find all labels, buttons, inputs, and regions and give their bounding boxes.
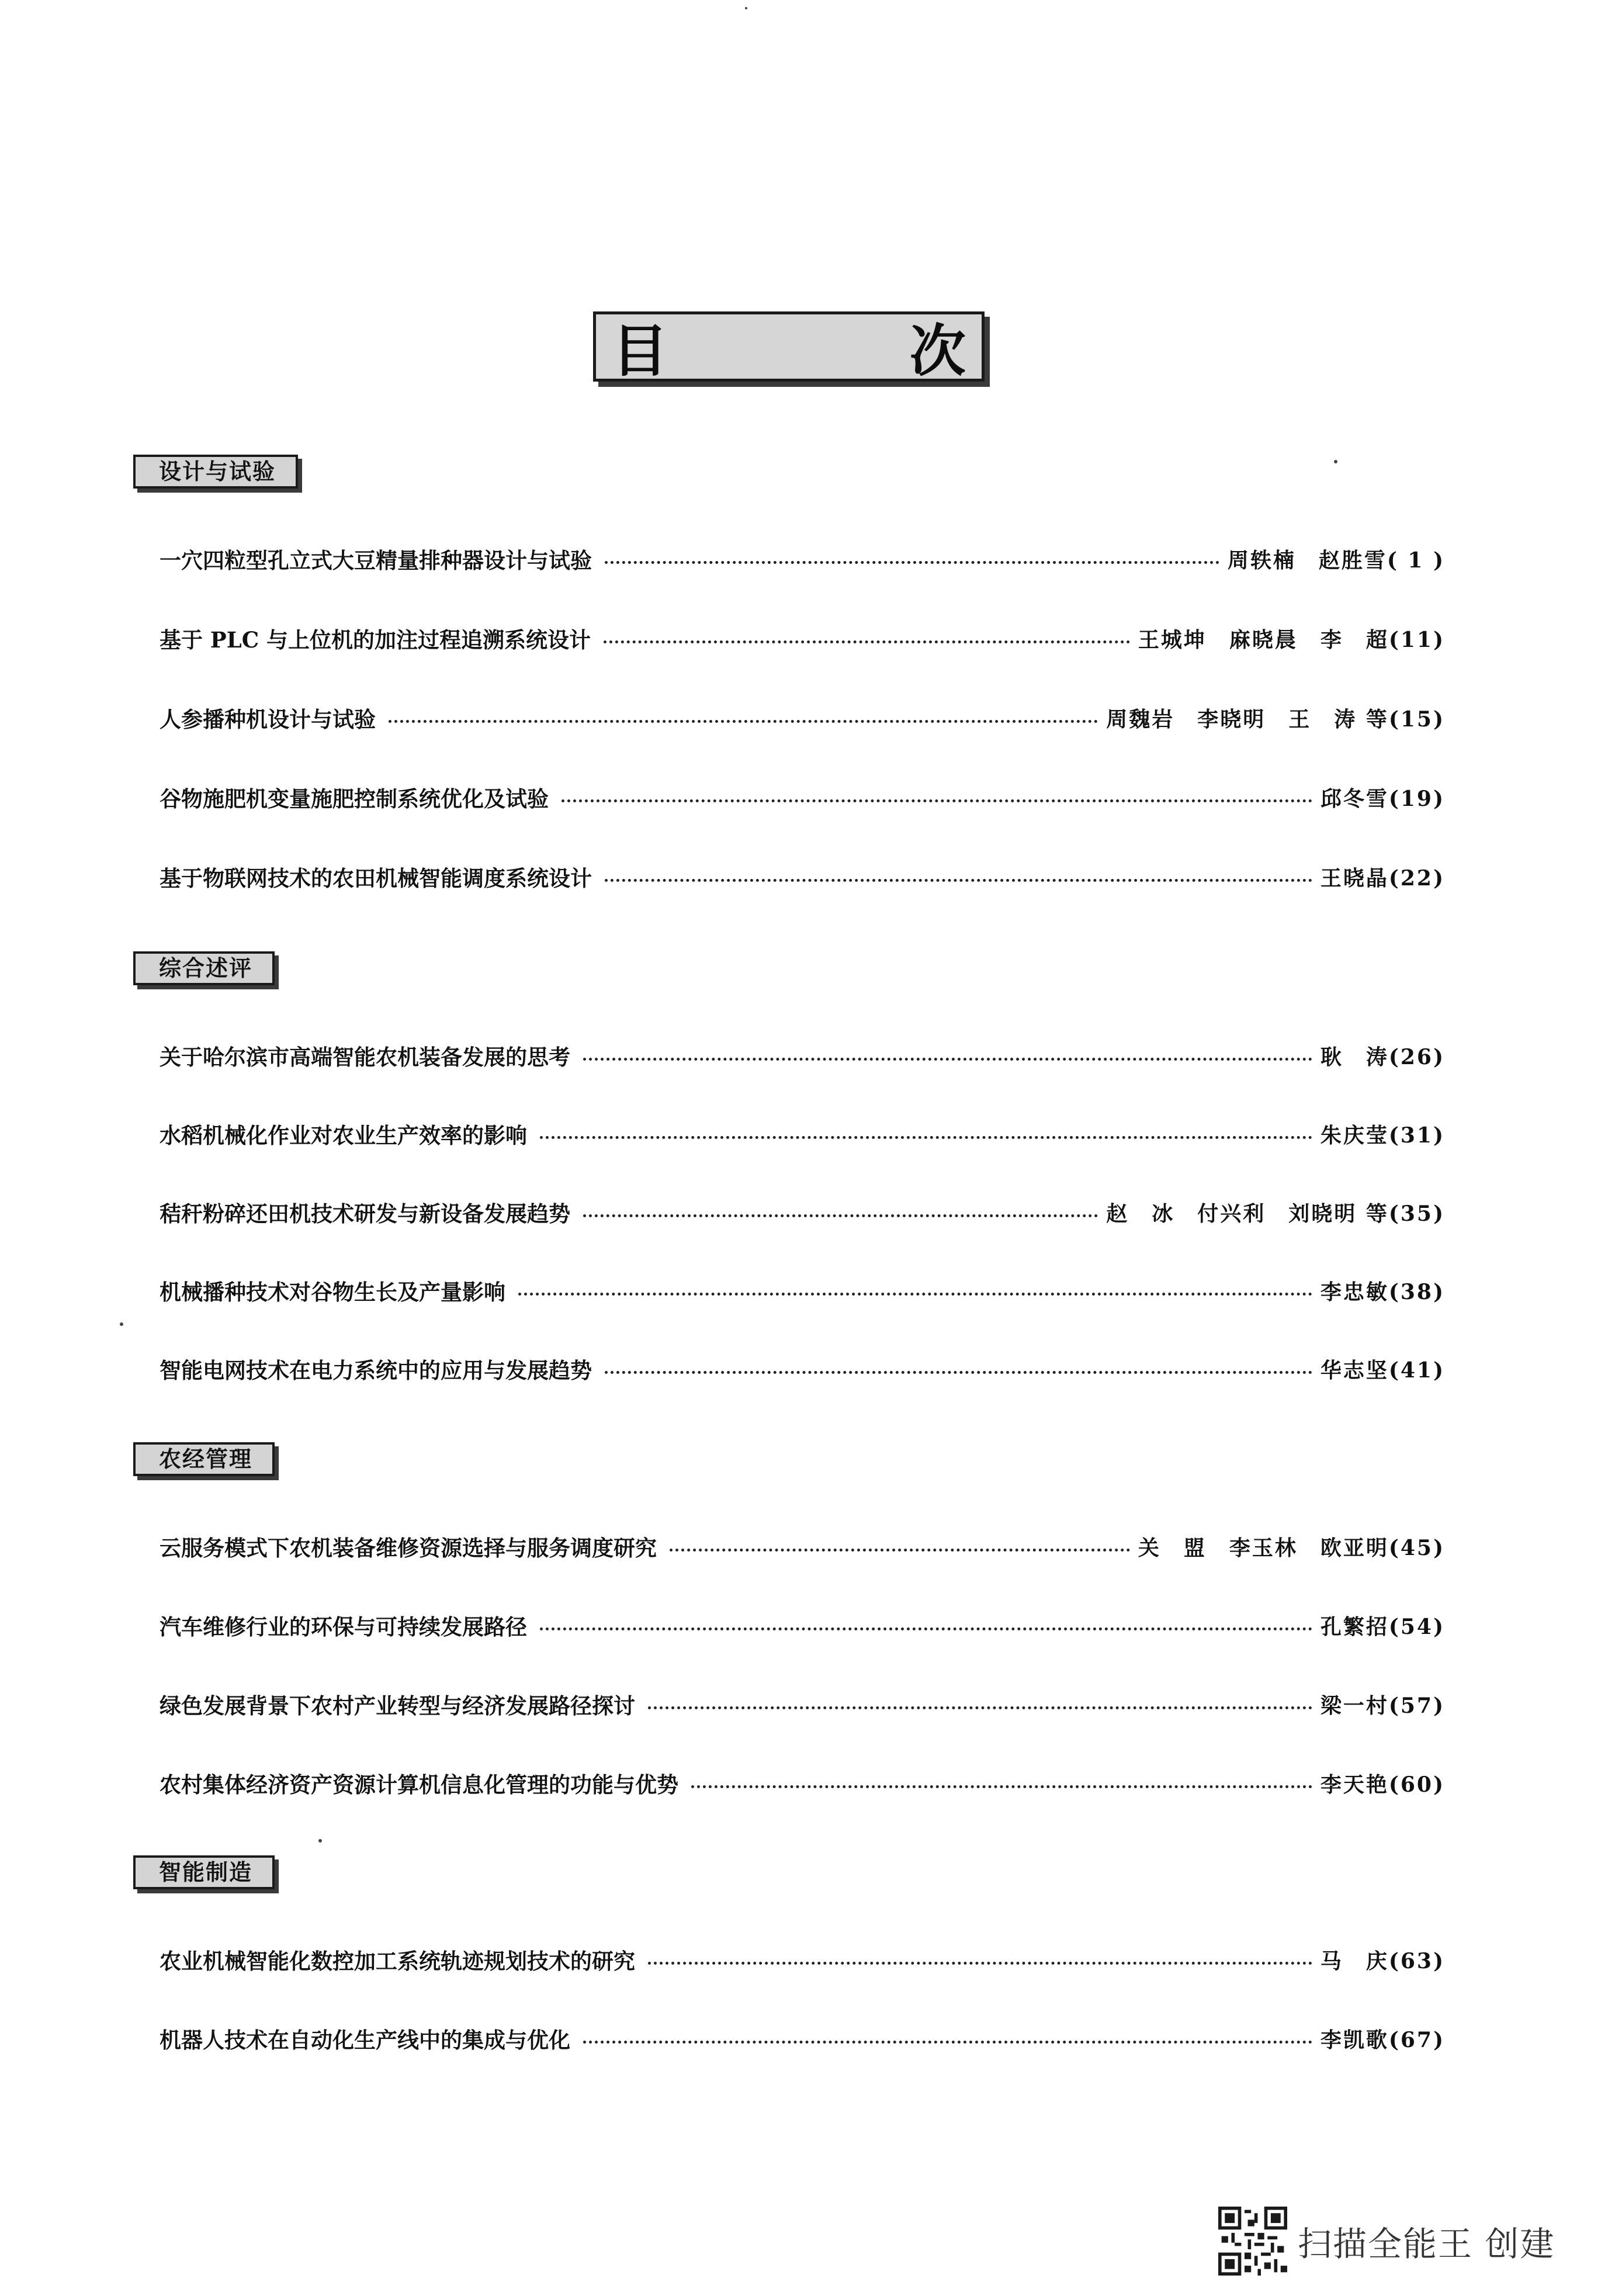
qr-code-icon <box>1218 2207 1287 2276</box>
toc-entry[interactable] <box>160 1686 1445 1722</box>
dot-leader <box>583 1058 1312 1061</box>
entry-authors: 赵 冰 付兴利 刘晓明 等(35) <box>1106 1201 1445 1226</box>
entry-title: 秸秆粉碎还田机技术研发与新设备发展趋势 <box>160 1201 570 1227</box>
entry-authors: 朱庆莹(31) <box>1320 1123 1445 1148</box>
dot-leader <box>605 561 1219 564</box>
entry-title: 机械播种技术对谷物生长及产量影响 <box>160 1279 505 1305</box>
watermark-text: 扫描全能王 创建 <box>1298 2224 1555 2264</box>
entry-authors: 周魏岩 李晓明 王 涛 等(15) <box>1106 707 1445 732</box>
toc-entry[interactable] <box>160 1038 1445 1073</box>
entry-authors: 马 庆(63) <box>1320 1948 1445 1973</box>
entry-authors: 李天艳(60) <box>1320 1772 1445 1797</box>
dot-leader <box>670 1549 1130 1552</box>
entry-authors: 梁一村(57) <box>1320 1693 1445 1718</box>
dot-leader <box>583 1214 1098 1217</box>
dot-leader <box>540 1136 1312 1139</box>
entry-authors: 李凯歌(67) <box>1320 2027 1445 2052</box>
toc-entry[interactable] <box>160 1608 1445 1643</box>
toc-entry[interactable] <box>160 1942 1445 1977</box>
scanner-watermark <box>1218 2206 1555 2276</box>
entry-title: 智能电网技术在电力系统中的应用与发展趋势 <box>160 1357 592 1383</box>
dot-leader <box>605 1371 1312 1374</box>
toc-entry[interactable] <box>160 541 1445 576</box>
dot-leader <box>648 1706 1312 1709</box>
section-management <box>133 1442 1477 1798</box>
section-heading: 智能制造 <box>133 1855 275 1889</box>
section-heading: 设计与试验 <box>133 455 298 489</box>
entry-authors: 李忠敏(38) <box>1320 1279 1445 1304</box>
dot-leader <box>604 640 1130 643</box>
section-review <box>133 951 1477 1383</box>
entry-title: 人参播种机设计与试验 <box>160 707 376 732</box>
entry-authors: 孔繁招(54) <box>1320 1614 1445 1639</box>
dot-leader <box>691 1785 1312 1788</box>
toc-entry[interactable] <box>160 1351 1445 1386</box>
toc-entry[interactable] <box>160 780 1445 815</box>
entry-title: 基于 PLC 与上位机的加注过程追溯系统设计 <box>160 627 591 653</box>
entry-authors: 耿 涛(26) <box>1320 1044 1445 1069</box>
entry-title: 云服务模式下农机装备维修资源选择与服务调度研究 <box>160 1535 657 1561</box>
scan-speck <box>120 1322 123 1326</box>
entry-title: 一穴四粒型孔立式大豆精量排种器设计与试验 <box>160 548 592 573</box>
dot-leader <box>518 1293 1312 1296</box>
entry-title: 农村集体经济资产资源计算机信息化管理的功能与优势 <box>160 1772 678 1798</box>
toc-title-box <box>593 311 1077 384</box>
toc-entry[interactable] <box>160 1273 1445 1308</box>
entry-title: 机器人技术在自动化生产线中的集成与优化 <box>160 2027 570 2053</box>
entry-title: 汽车维修行业的环保与可持续发展路径 <box>160 1614 527 1640</box>
entry-title: 农业机械智能化数控加工系统轨迹规划技术的研究 <box>160 1948 635 1974</box>
toc-entry[interactable] <box>160 859 1445 894</box>
entry-authors: 王晓晶(22) <box>1320 865 1445 891</box>
toc-entry[interactable] <box>160 1194 1445 1230</box>
dot-leader <box>389 720 1098 723</box>
toc-title: 目 次 <box>612 318 1077 384</box>
section-design-test <box>133 455 1477 891</box>
entry-authors: 华志坚(41) <box>1320 1357 1445 1383</box>
section-manufacturing <box>133 1855 1477 2053</box>
entry-authors: 关 盟 李玉林 欧亚明(45) <box>1138 1535 1445 1560</box>
dot-leader <box>583 2041 1312 2044</box>
entry-authors: 周轶楠 赵胜雪( 1 ) <box>1227 548 1445 573</box>
toc-entry[interactable] <box>160 1765 1445 1800</box>
entry-title: 水稻机械化作业对农业生产效率的影响 <box>160 1123 527 1148</box>
scan-speck <box>1334 460 1337 463</box>
entry-authors: 邱冬雪(19) <box>1320 786 1445 811</box>
entry-authors: 王城坤 麻晓晨 李 超(11) <box>1138 627 1445 652</box>
toc-entry[interactable] <box>160 1116 1445 1151</box>
dot-leader <box>648 1962 1312 1965</box>
scan-speck <box>745 7 747 9</box>
toc-entry[interactable] <box>160 621 1445 656</box>
dot-leader <box>562 799 1312 802</box>
section-heading: 综合述评 <box>133 951 275 985</box>
dot-leader <box>605 879 1312 882</box>
toc-entry[interactable] <box>160 2021 1445 2056</box>
scan-speck <box>318 1839 322 1843</box>
toc-entry[interactable] <box>160 700 1445 735</box>
dot-leader <box>540 1627 1312 1630</box>
entry-title: 谷物施肥机变量施肥控制系统优化及试验 <box>160 786 549 812</box>
section-heading: 农经管理 <box>133 1442 275 1476</box>
entry-title: 关于哈尔滨市高端智能农机装备发展的思考 <box>160 1044 570 1070</box>
entry-title: 基于物联网技术的农田机械智能调度系统设计 <box>160 865 592 891</box>
entry-title: 绿色发展背景下农村产业转型与经济发展路径探讨 <box>160 1693 635 1719</box>
toc-entry[interactable] <box>160 1529 1445 1564</box>
